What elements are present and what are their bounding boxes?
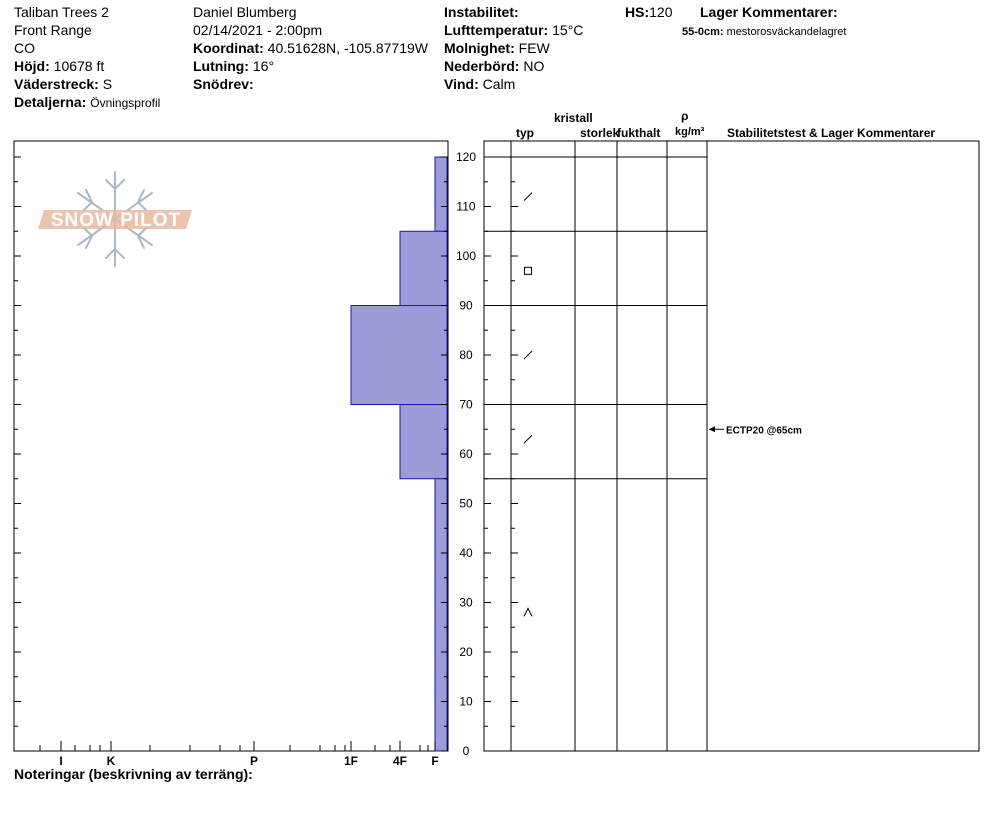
stability-test-label: ECTP20 @65cm [726, 425, 802, 437]
y-tick-label: 110 [456, 199, 476, 214]
rho-header: ρ [681, 109, 689, 123]
observer-name: Daniel Blumberg [193, 4, 297, 20]
site-name: Taliban Trees 2 [14, 4, 109, 20]
state-name: CO [14, 40, 35, 56]
hardness-bar [351, 306, 447, 405]
hardness-label: K [106, 754, 116, 768]
coordinates-label: Koordinat: [193, 40, 264, 56]
elevation-value: 10678 ft [53, 58, 105, 74]
snow-height-value: 120 [649, 4, 673, 20]
air-temperature-value: 15°C [552, 22, 584, 38]
instability-label: Instabilitet: [444, 4, 519, 20]
hardness-label: I [59, 754, 63, 768]
y-tick-label: 70 [459, 397, 473, 412]
aspect-label: Väderstreck: [14, 76, 99, 92]
grain-type-symbol [525, 267, 532, 274]
y-tick-label: 120 [455, 150, 477, 164]
layer-comment-depth: 55-0cm: [682, 26, 724, 38]
hardness-bar [435, 479, 447, 751]
y-tick-label: 0 [462, 744, 470, 758]
wind-label: Vind: [444, 76, 479, 92]
snow-drift-label: Snödrev: [193, 76, 254, 92]
grain-type-symbol [524, 608, 532, 616]
stability-header: Stabilitetstest & Lager Kommentarer [727, 126, 936, 140]
y-tick-label: 20 [459, 645, 473, 659]
snow-pilot-logo [38, 172, 192, 266]
layer-table-frame [484, 141, 979, 751]
type-header: typ [516, 126, 534, 140]
layer-comments-heading: Lager Kommentarer: [700, 4, 838, 20]
grain-type-symbol [524, 435, 532, 443]
sky-cover-value: FEW [518, 40, 550, 56]
y-tick-label: 60 [459, 447, 473, 461]
air-temperature-label: Lufttemperatur: [444, 22, 549, 38]
grain-type-symbol [524, 351, 532, 359]
y-tick-label: 100 [455, 249, 477, 263]
y-tick-label: 80 [459, 348, 473, 362]
logo-text: SNOW PILOT [50, 210, 182, 231]
details-label: Detaljerna: [14, 94, 87, 110]
size-header: storlek [580, 126, 620, 140]
hardness-bar [400, 405, 447, 479]
density-unit-header: kg/m³ [675, 126, 705, 138]
notes-label: Noteringar (beskrivning av terräng): [14, 766, 253, 782]
grain-type-symbol [524, 193, 532, 201]
hardness-plot-frame [14, 141, 448, 751]
hardness-label: P [249, 754, 259, 768]
slope-value: 16° [252, 58, 275, 74]
coordinates-value: 40.51628N, -105.87719W [267, 40, 428, 56]
slope-label: Lutning: [193, 58, 249, 74]
wind-value: Calm [482, 76, 516, 92]
layer-comment-text: mestorosväckandelagret [726, 26, 847, 38]
precipitation-value: NO [523, 58, 545, 74]
observation-datetime: 02/14/2021 - 2:00pm [193, 22, 323, 38]
y-tick-label: 10 [459, 694, 473, 709]
range-name: Front Range [14, 22, 92, 38]
hardness-label: F [431, 754, 439, 768]
y-tick-label: 90 [459, 298, 473, 313]
y-tick-label: 50 [459, 496, 473, 511]
hardness-bar [435, 157, 447, 231]
y-tick-label: 40 [459, 546, 473, 560]
hardness-label: 4F [392, 754, 408, 768]
sky-cover-label: Molnighet: [444, 40, 515, 56]
aspect-value: S [102, 76, 113, 92]
details-value: Övningsprofil [90, 96, 161, 110]
hardness-label: 1F [343, 754, 359, 768]
snow-height-label: HS: [625, 4, 650, 20]
y-tick-label: 30 [459, 595, 473, 610]
hardness-bar [400, 231, 447, 305]
elevation-label: Höjd: [14, 58, 50, 74]
crystal-header: kristall [554, 111, 593, 125]
moisture-header: fukthalt [617, 126, 661, 140]
precipitation-label: Nederbörd: [444, 58, 520, 74]
stability-test-arrowhead [709, 426, 715, 432]
